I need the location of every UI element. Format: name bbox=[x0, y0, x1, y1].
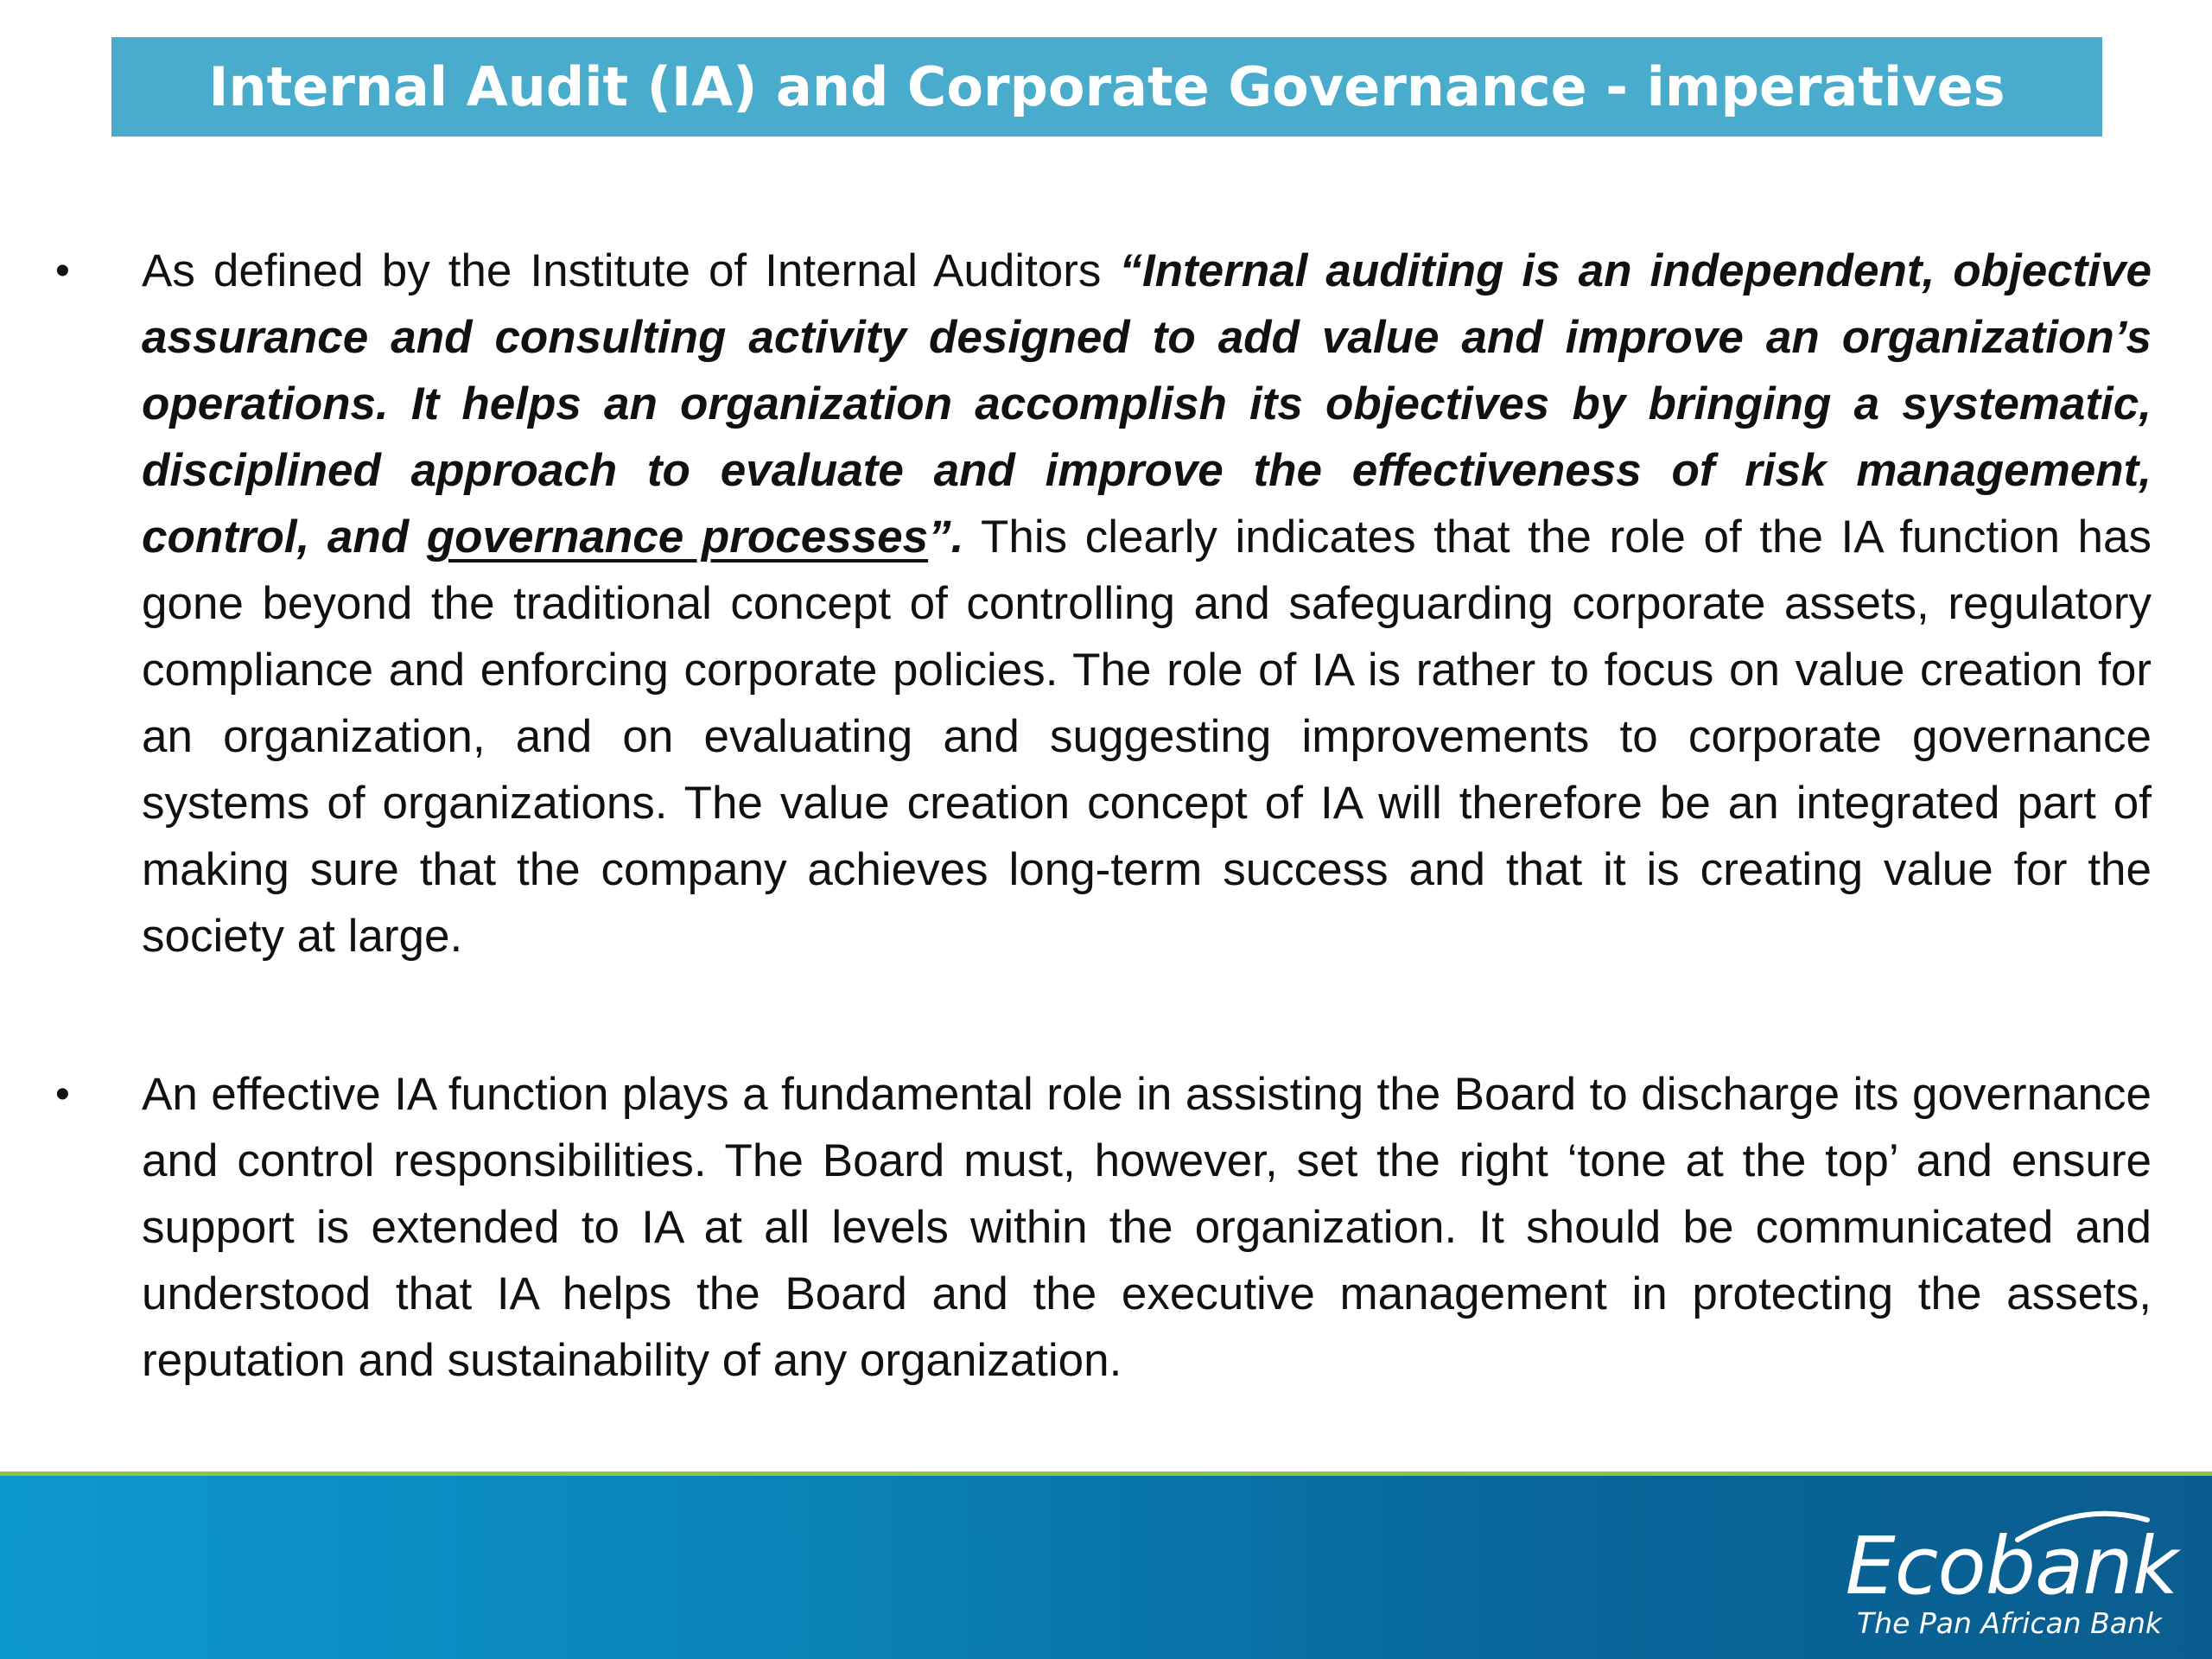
bullet-item-definition bbox=[52, 238, 2152, 969]
slide-title: Internal Audit (IA) and Corporate Governance - imperatives bbox=[208, 55, 2005, 118]
bullet-explanation-text: This clearly indicates that the role of the IA function has gone beyond the traditional concept of controlling and safeguarding corporate assets, regulatory compliance and enforcing corporate policies. The role of IA is rather to focus on value creation for an organization, and on evaluating and suggesting improvements to corporate governance systems of organizations. The value creation concept of IA will therefore be an integrated part of making sure that the company achieves long-term success and that it is creating value for the society at large. bbox=[142, 512, 2152, 962]
ecobank-logo bbox=[1771, 1520, 2177, 1646]
bullet-intro-text: As defined by the Institute of Internal Auditors bbox=[142, 245, 1120, 296]
bullet-marker: • bbox=[55, 248, 70, 294]
bullet-item-board-role bbox=[52, 1061, 2152, 1394]
bullet-text: An effective IA function plays a fundamental role in assisting the Board to discharge its governance and control responsibilities. The Board must, however, set the right ‘tone at the top’ and ensure support is extended to IA at all levels within the organization. It should be communicated and understood that IA helps the Board and the executive management in protecting the assets, reputation and sustainability of any organization. bbox=[142, 1069, 2152, 1386]
bullet-marker: • bbox=[55, 1071, 70, 1117]
quote-text: “Internal auditing is an independent, objective assurance and consulting activity designed to add value and improve an organization’s operations. It helps an organization accomplish its objectives by bringing a systematic, disciplined approach to evaluate and improve the effectiveness of risk management, control, and bbox=[142, 245, 2152, 563]
logo-swoosh-icon bbox=[2013, 1510, 2152, 1544]
footer-accent-line bbox=[0, 1471, 2212, 1476]
footer-band bbox=[0, 1471, 2212, 1659]
logo-tagline: The Pan African Bank bbox=[1857, 1606, 2162, 1640]
quote-underlined-text: governance processes bbox=[426, 512, 929, 563]
title-bar bbox=[111, 37, 2102, 137]
slide-content bbox=[52, 238, 2152, 1394]
quote-closing: ”. bbox=[928, 512, 964, 563]
logo-wordmark: Ecobank bbox=[1845, 1520, 2177, 1612]
